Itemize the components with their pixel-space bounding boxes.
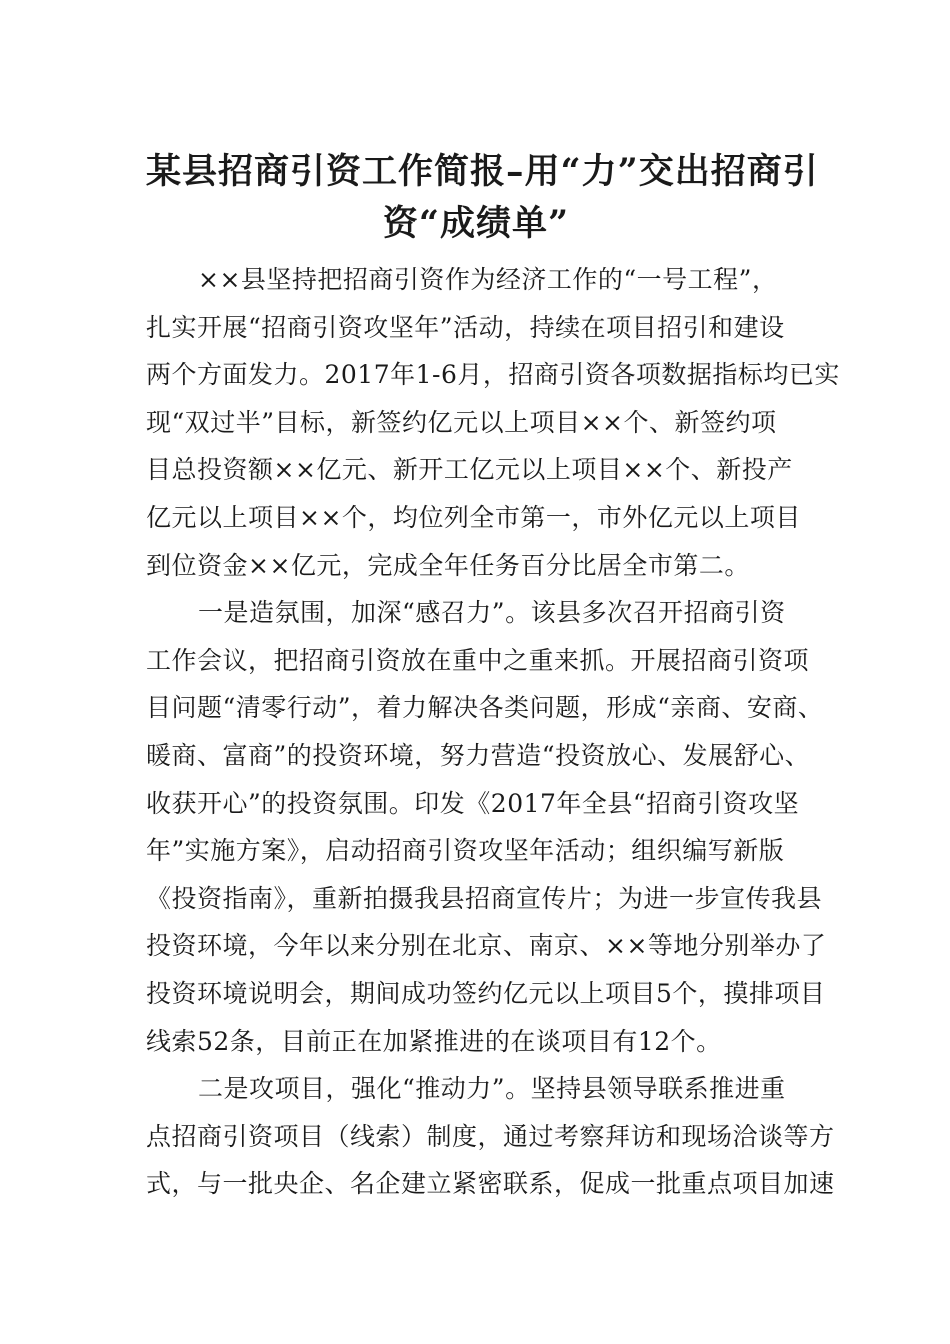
paragraph-line: 目总投资额××亿元、新开工亿元以上项目××个、新投产 (146, 455, 793, 485)
paragraph-line: ××县坚持把招商引资作为经济工作的“一号工程”， (198, 265, 778, 294)
paragraph-line: 工作会议，把招商引资放在重中之重来抓。开展招商引资项 (146, 645, 810, 675)
paragraph-projects (146, 1065, 835, 1208)
paragraph-intro (146, 256, 840, 589)
paragraph-line: 二是攻项目，强化“推动力”。坚持县领导联系推进重 (198, 1074, 786, 1104)
paragraph-atmosphere (146, 589, 827, 1065)
paragraph-line: 现“双过半”目标，新签约亿元以上项目××个、新签约项 (146, 407, 777, 437)
paragraph-line: 式，与一批央企、名企建立紧密联系，促成一批重点项目加速 (146, 1169, 835, 1199)
paragraph-line: 投资环境说明会，期间成功签约亿元以上项目5个，摸排项目 (146, 978, 826, 1008)
paragraph-line: 暖商、富商”的投资环境，努力营造“投资放心、发展舒心、 (146, 740, 811, 770)
document-page (146, 146, 840, 1208)
paragraph-line: 投资环境，今年以来分别在北京、南京、××等地分别举办了 (146, 931, 827, 961)
paragraph-line: 线索52条，目前正在加紧推进的在谈项目有12个。 (146, 1026, 722, 1056)
paragraph-line: 两个方面发力。2017年1-6月，招商引资各项数据指标均已实 (146, 360, 840, 390)
title-line: 资“成绩单” (382, 203, 570, 244)
paragraph-line: 点招商引资项目（线索）制度，通过考察拜访和现场洽谈等方 (146, 1121, 835, 1151)
paragraph-line: 年”实施方案》，启动招商引资攻坚年活动；组织编写新版 (146, 836, 785, 866)
title-line: 某县招商引资工作简报–用“力”交出招商引 (146, 151, 819, 192)
paragraph-line: 扎实开展“招商引资攻坚年”活动，持续在项目招引和建设 (146, 312, 785, 342)
paragraph-line: 收获开心”的投资氛围。印发《2017年全县“招商引资攻坚 (146, 788, 800, 818)
paragraph-line: 目问题“清零行动”，着力解决各类问题，形成“亲商、安商、 (146, 693, 824, 723)
paragraph-line: 一是造氛围，加深“感召力”。该县多次召开招商引资 (198, 598, 786, 628)
document-title (146, 146, 819, 250)
paragraph-line: 到位资金××亿元，完成全年任务百分比居全市第二。 (146, 550, 750, 580)
paragraph-line: 亿元以上项目××个，均位列全市第一，市外亿元以上项目 (146, 502, 801, 532)
paragraph-line: 《投资指南》，重新拍摄我县招商宣传片；为进一步宣传我县 (146, 883, 823, 913)
